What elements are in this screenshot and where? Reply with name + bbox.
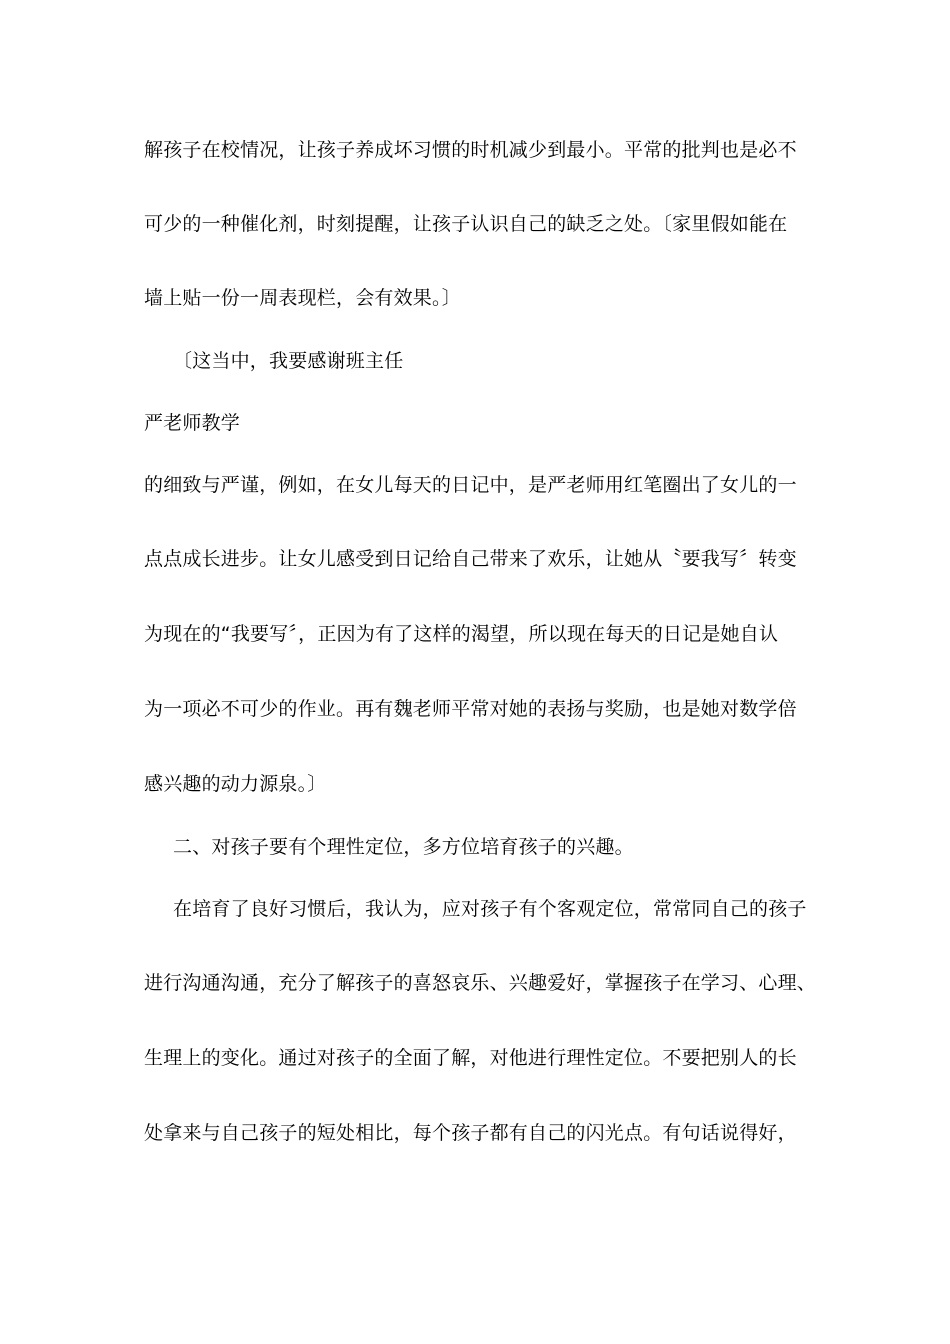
text-line: 解孩子在校情况，让孩子养成坏习惯的时机减少到最小。平常的批判也是必不 bbox=[144, 139, 797, 161]
text-line: 为现在的“我要写〞，正因为有了这样的渴望，所以现在每天的日记是她自认 bbox=[144, 623, 779, 645]
text-line: 处拿来与自己孩子的短处相比，每个孩子都有自己的闪光点。有句话说得好， bbox=[144, 1122, 797, 1144]
text-line: 严老师教学 bbox=[144, 412, 241, 434]
text-line: 感兴趣的动力源泉。〕 bbox=[144, 773, 327, 795]
text-line: 点点成长进步。让女儿感受到日记给自己带来了欢乐，让她从〝要我写〞转变 bbox=[144, 548, 797, 570]
text-line: 可少的一种催化剂，时刻提醒，让孩子认识自己的缺乏之处。〔家里假如能在 bbox=[144, 213, 788, 235]
text-line: 〔这当中，我要感谢班主任 bbox=[173, 350, 404, 372]
text-line: 为一项必不可少的作业。再有魏老师平常对她的表扬与奖励，也是她对数学倍 bbox=[144, 698, 797, 720]
text-line: 墙上贴一份一周表现栏，会有效果。〕 bbox=[144, 287, 461, 309]
text-line: 在培育了良好习惯后，我认为，应对孩子有个客观定位，常常同自己的孩子 bbox=[173, 898, 807, 920]
text-line: 生理上的变化。通过对孩子的全面了解，对他进行理性定位。不要把别人的长 bbox=[144, 1047, 797, 1069]
section-heading: 二、对孩子要有个理性定位，多方位培育孩子的兴趣。 bbox=[173, 836, 634, 858]
text-line: 的细致与严谨，例如，在女儿每天的日记中，是严老师用红笔圈出了女儿的一 bbox=[144, 474, 797, 496]
text-line: 进行沟通沟通，充分了解孩子的喜怒哀乐、兴趣爱好，掌握孩子在学习、心理、 bbox=[144, 972, 817, 994]
